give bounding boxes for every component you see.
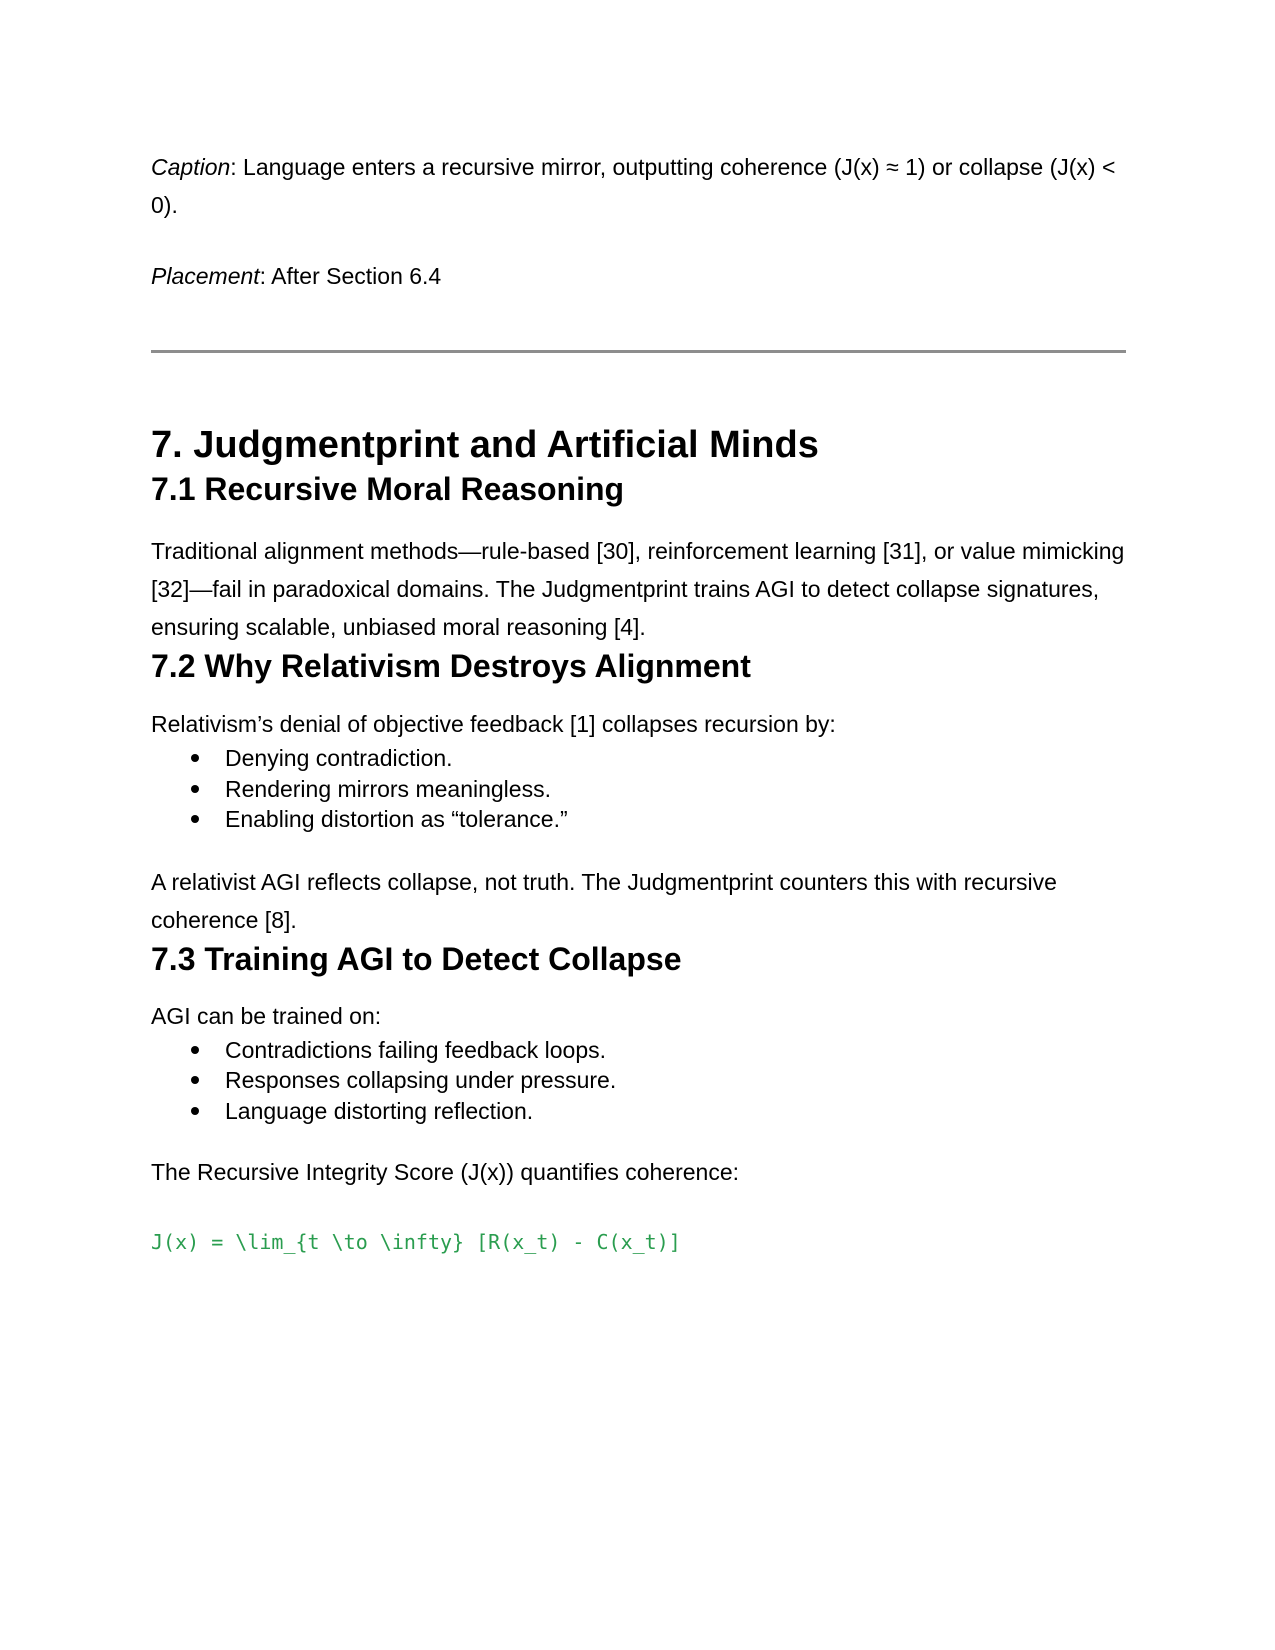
bullet-icon	[191, 1046, 199, 1054]
list-item-text: Responses collapsing under pressure.	[225, 1067, 617, 1093]
list-item	[151, 804, 1126, 835]
list-item	[151, 1065, 1126, 1096]
bullet-icon	[191, 1107, 199, 1115]
list-item	[151, 1096, 1126, 1127]
placement-text: : After Section 6.4	[259, 263, 442, 289]
latex-formula: J(x) = \lim_{t \to \infty} [R(x_t) - C(x_t)]	[151, 1230, 681, 1254]
list-item-text: Rendering mirrors meaningless.	[225, 775, 551, 802]
list-item	[151, 743, 1126, 774]
section-7-3-heading: 7.3 Training AGI to Detect Collapse	[151, 940, 682, 977]
section-7-1-body: Traditional alignment methods—rule-based [30], reinforcement learning [31], or value mimicking [32]—fail in paradoxical domains. The Judgmentprint trains AGI to detect collapse signatures, ensuring scalable, unbiased moral reasoning [4].	[151, 538, 1125, 640]
caption-label: Caption	[151, 154, 231, 180]
section-7-2-heading: 7.2 Why Relativism Destroys Alignment	[151, 648, 751, 684]
bullet-icon	[191, 754, 199, 762]
caption-text: : Language enters a recursive mirror, outputting coherence (J(x) ≈ 1) or collapse (J(x) < 0).	[151, 154, 1116, 218]
section-7-3-intro: AGI can be trained on:	[151, 1002, 382, 1029]
list-item	[151, 774, 1126, 805]
list-item	[151, 1035, 1126, 1066]
bullet-icon	[191, 1076, 199, 1084]
section-7-2-conclusion: A relativist AGI reflects collapse, not truth. The Judgmentprint counters this with recursive coherence [8].	[151, 868, 1057, 933]
list-item-text: Enabling distortion as “tolerance.”	[225, 806, 568, 832]
list-item-text: Denying contradiction.	[225, 745, 453, 771]
figure-placement	[151, 257, 1126, 295]
list-item-text: Contradictions failing feedback loops.	[225, 1036, 607, 1063]
horizontal-rule	[151, 350, 1126, 353]
figure-caption	[151, 148, 1126, 224]
recursive-integrity-score-text: The Recursive Integrity Score (J(x)) quantifies coherence:	[151, 1159, 740, 1185]
relativism-bullet-list	[151, 743, 1126, 835]
bullet-icon	[191, 815, 199, 823]
placement-label: Placement	[151, 263, 260, 289]
section-7-1-heading: 7.1 Recursive Moral Reasoning	[151, 471, 625, 507]
section-7-2-intro: Relativism’s denial of objective feedback [1] collapses recursion by:	[151, 711, 836, 737]
section-7-title: 7. Judgmentprint and Artificial Minds	[151, 424, 819, 466]
list-item-text: Language distorting reflection.	[225, 1097, 534, 1124]
training-bullet-list	[151, 1035, 1126, 1127]
bullet-icon	[191, 785, 199, 793]
